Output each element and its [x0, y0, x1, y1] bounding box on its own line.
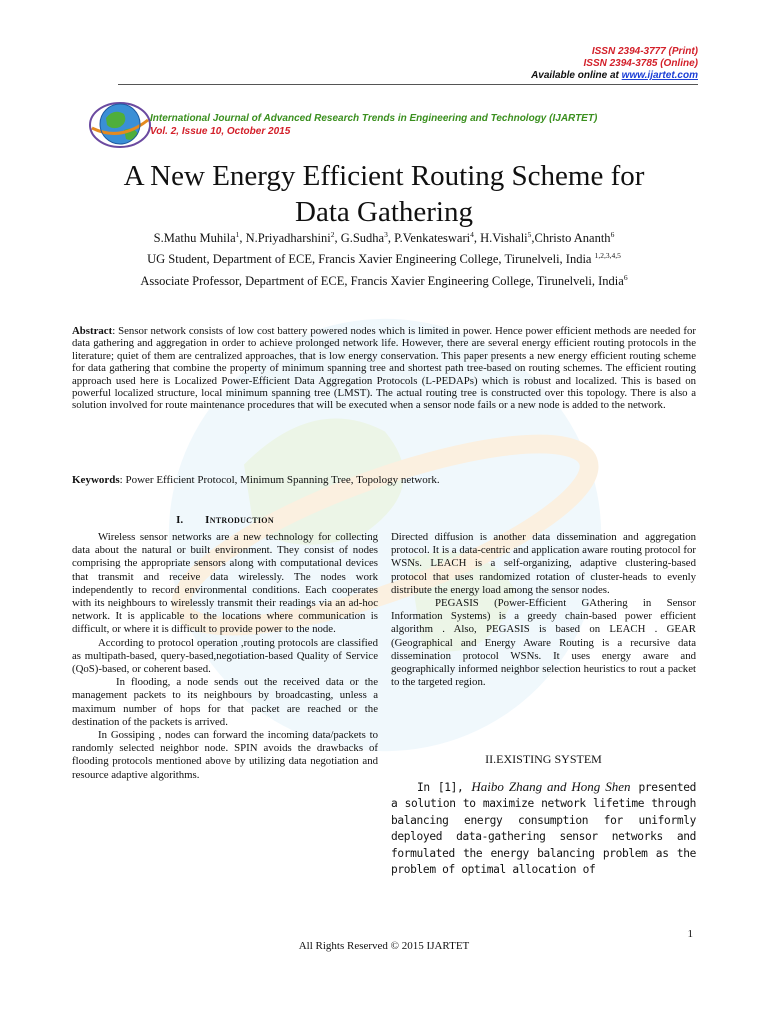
journal-name: International Journal of Advanced Research Trends in Engineering and Technology (IJARTET)	[150, 113, 598, 124]
right-column	[391, 531, 696, 689]
title-line-1: A New Energy Efficient Routing Scheme for	[123, 160, 645, 192]
separator: ,	[334, 231, 338, 245]
issn-print: ISSN 2394-3777 (Print)	[591, 46, 698, 57]
journal-volume: Vol. 2, Issue 10, October 2015	[150, 126, 291, 137]
title-line-2: Data Gathering	[295, 196, 473, 228]
section-title: Introduction	[205, 514, 274, 526]
separator: ,	[239, 231, 243, 245]
keywords-text: : Power Efficient Protocol, Minimum Spanning Tree, Topology network.	[119, 474, 440, 486]
left-column	[72, 531, 378, 782]
author-list	[80, 230, 688, 246]
intro-paragraph-3: In flooding, a node sends out the received data or the management packets to its neighbours by broadcasting, unless a maximum number of hops for that packet are reached or the destination of the packets is arrived.	[72, 676, 378, 728]
journal-url-link[interactable]: www.ijartet.com	[621, 70, 698, 81]
footer-rights: All Rights Reserved © 2015 IJARTET	[298, 940, 470, 952]
affiliation-students	[80, 251, 688, 267]
cited-authors: Haibo Zhang and Hong Shen	[471, 779, 631, 794]
abstract-text: : Sensor network consists of low cost battery powered nodes which is limited in power. Hence power efficient methods are needed for data gathering and aggregation in order to achieve prolonged network life. However, there are several energy efficient routing protocols in the literature; quiet of them are centralized approaches, that is low energy conservation. This paper presents a new energy efficient routing scheme for data gathering that combine the property of minimum spanning tree and shortest path tree-based on routing schemes. The efficient routing approach used here is Localized Power-Efficient Data Aggregation Protocols (L-PEDAPs) which is robust and localized. This is based on powerful localized structure, local minimum spanning tree (LMST). The actual routing tree is constructed over this topology. There is also a solution involved for route maintenance procedures that will be executed when a sensor node fails or a new node is added to the network.	[72, 325, 696, 412]
keywords-label: Keywords	[72, 474, 120, 486]
journal-header	[150, 112, 597, 138]
available-label: Available online at	[531, 70, 622, 81]
separator: ,	[473, 231, 477, 245]
affiliation-professor	[80, 273, 688, 289]
globe-logo-icon	[88, 92, 152, 156]
intro-paragraph-1: Wireless sensor networks are a new technology for collecting data about the natural or built environment. They consist of nodes comprising the appropriate sensors along with computational devices that transmit and receive data wirelessly. The nodes work independently to record environmental conditions. Each cooperates with its neighbours to wirelessly transmit their readings via an ad-hoc network. It is applicable to the locations where communication is difficult, or where it is difficult to provide power to the node.	[72, 531, 378, 636]
availability-line	[531, 70, 698, 82]
author-sup: 3	[384, 230, 388, 239]
author-name: H.Vishali	[480, 231, 528, 245]
header-divider	[118, 84, 698, 85]
section-number: I.	[176, 514, 184, 526]
existing-system-text: presented a solution to maximize network lifetime through balancing energy consumption for uniformly deployed data-gathering sensor networks and formulated the energy balancing problem as the problem of optimal allocation of	[391, 781, 697, 877]
abstract-label: Abstract	[72, 325, 113, 337]
issn-block	[531, 46, 698, 82]
intro-paragraph-5: Directed diffusion is another data dissemination and aggregation protocol. It is a data-centric and application aware routing protocol for WSNs. LEACH is a self-organizing, adaptive clustering-based protocol that uses randomized rotation of cluster-heads to evenly distribute the energy load among the sensor nodes.	[391, 531, 696, 596]
abstract	[72, 325, 696, 412]
separator: ,	[531, 231, 535, 245]
author-name: P.Venkateswari	[394, 231, 471, 245]
author-sup: 2	[330, 230, 335, 239]
section-2-heading: II.EXISTING SYSTEM	[485, 752, 602, 766]
affiliation-text: Associate Professor, Department of ECE, Francis Xavier Engineering College, Tirunelveli, India	[140, 274, 624, 288]
author-sup: 6	[610, 230, 615, 239]
author-name: N.Priyadharshini	[245, 231, 331, 245]
page-number: 1	[687, 928, 693, 940]
existing-system-paragraph	[391, 779, 696, 878]
author-sup: 1	[235, 230, 240, 239]
citation-lead: In [1],	[417, 781, 472, 794]
affiliation-sup: 6	[623, 273, 628, 282]
intro-paragraph-2: According to protocol operation ,routing protocols are classified as multipath-based, query-based,negotiation-based Quality of Service (QoS)-based, or coherent based.	[72, 636, 378, 676]
keywords	[72, 474, 696, 487]
author-name: G.Sudha	[340, 231, 385, 245]
author-sup: 5	[527, 230, 532, 239]
intro-paragraph-6: PEGASIS (Power-Efficient GAthering in Sensor Information Systems) is a greedy chain-based power efficient algorithm . Also, PEGASIS is based on LEACH . GEAR (Geographical and Energy Aware Routing is a recursive data dissemination protocol WSNs. It uses energy aware and geographically informed neighbor selection heuristics to rout a packet to the targeted region.	[391, 597, 696, 689]
affiliation-text: UG Student, Department of ECE, Francis Xavier Engineering College, Tirunelveli, India	[147, 252, 595, 266]
issn-online: ISSN 2394-3785 (Online)	[583, 58, 698, 69]
author-sup: 4	[470, 230, 474, 239]
separator: ,	[387, 231, 391, 245]
author-name: Christo Ananth	[534, 231, 611, 245]
section-1-heading	[72, 514, 378, 526]
affiliation-sup: 1,2,3,4,5	[594, 251, 621, 260]
paper-title	[80, 158, 688, 230]
intro-paragraph-4: In Gossiping , nodes can forward the incoming data/packets to randomly selected neighbor node. SPIN avoids the drawbacks of flooding protocols mentioned above by utilizing data negotiation and resource adaptive algorithms.	[72, 729, 378, 781]
author-name: S.Mathu Muhila	[153, 231, 236, 245]
